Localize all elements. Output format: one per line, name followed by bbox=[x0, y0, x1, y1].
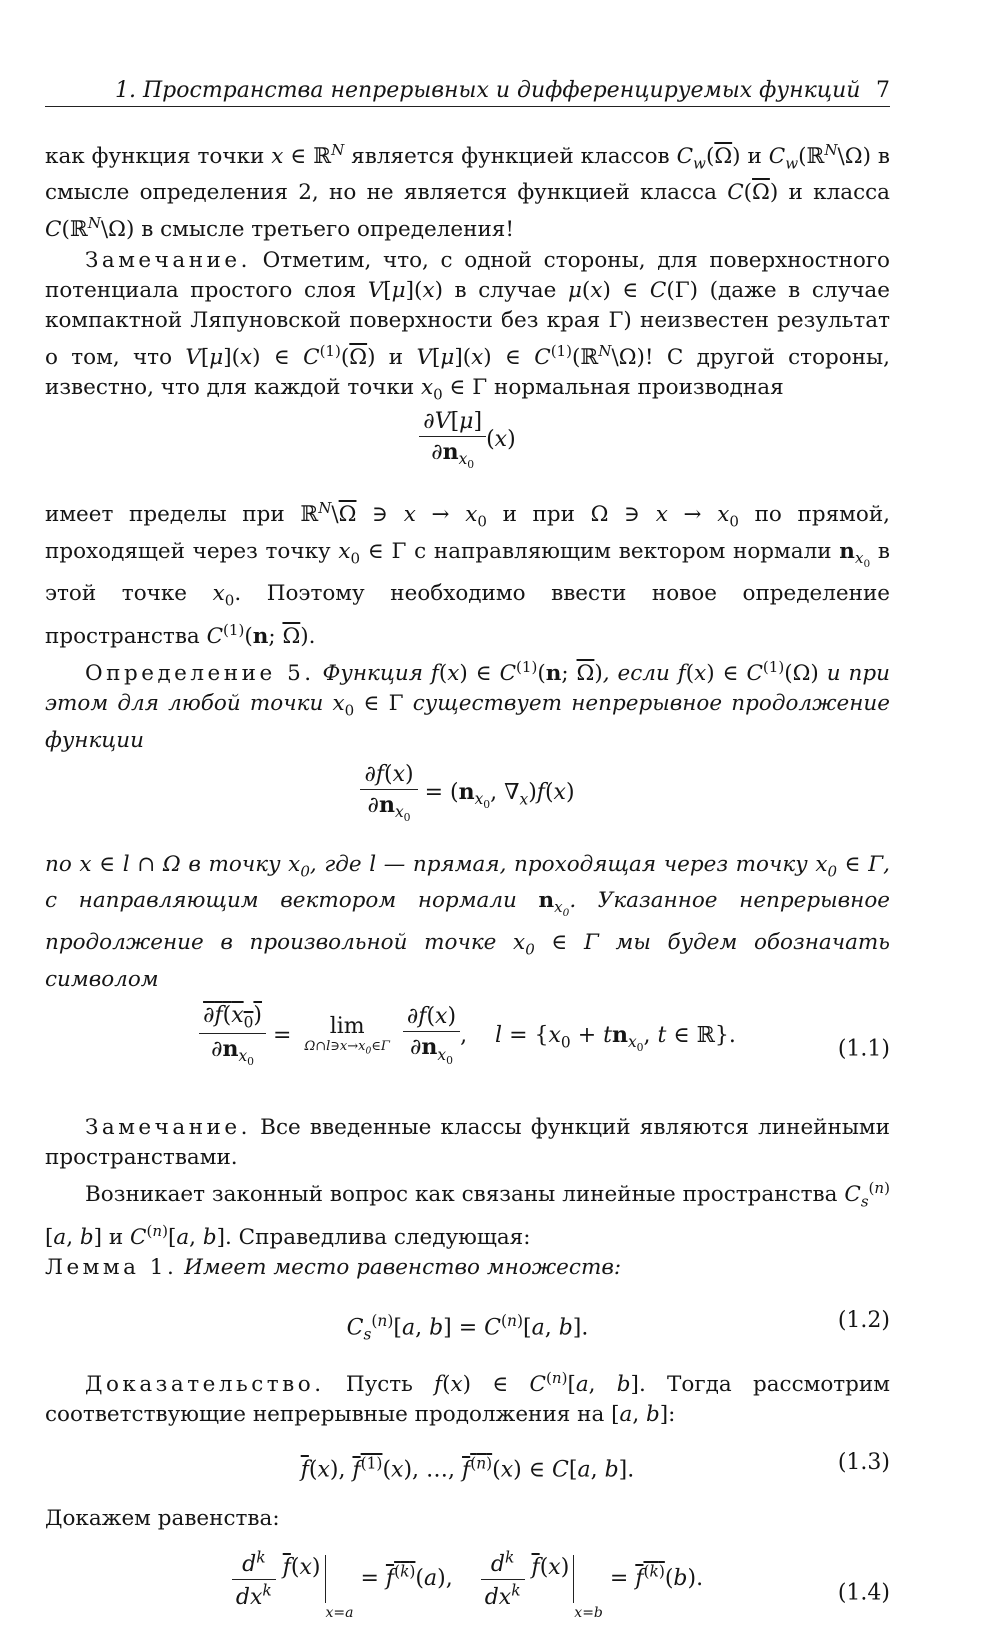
proof-label: Доказательство. bbox=[85, 1372, 325, 1398]
definition-5: Определение 5. Функция f(x) ∈ $C^{(1)}(n$; $\overline{\Omega}$), если f(x) ∈ $C^{(1)}(\Omega)$ и при этом для любой точки $x_0$ ∈ Γ существует непрерывное продолжение функции bbox=[45, 658, 890, 753]
proof: Доказательство. Пусть f(x) ∈ $C^{(n)}[a$, b]. Тогда рассмотрим соответствующие непрерывные продолжения на [a, b]: bbox=[45, 1369, 890, 1428]
equation-directional-derivative: $\frac{\partial f(x)}{\partial n_{x_0}}$ = ($n_{x_0}$, $\nabla_x)f(x)$ bbox=[45, 762, 890, 850]
equation-1-4: $\frac{d^k}{dx^k}$ $\overline{f}(x)x=a = f^{(k)}(a)$, $\frac{d^k}{dx^k}$ $\overline{f}(x)x=b = f^{(k)}(b)$. (1.4) bbox=[45, 1548, 890, 1638]
equation-1-1: $\frac{\partial f(x_0)}{\partial n_{x_0}}$ = lim $\Omega\cap l∋x\to x_0\in\Gamma$ $\frac{\partial f(x)}{\partial n_{x_0}}$ , $l = \{x_0 + tn_{x_0}$, t ∈ ℝ}. (1.1) bbox=[45, 1003, 890, 1095]
paragraph-3: по x ∈ l ∩ Ω в точку $x_0$, где l — прямая, проходящая через точку $x_0$ ∈ Γ, с направляющим вектором нормали $n_{x_0}$. Указанное непрерывное продолжение в произвольной точке $x_0$ ∈ Γ мы будем обозначать символом bbox=[45, 851, 890, 992]
lemma-1: Лемма 1. Имеет место равенство множеств: bbox=[45, 1255, 622, 1281]
equation-1-3: $\overline{f}(x)$, $f^{(1)}(x)$, …, $f^{(n)}(x)$ ∈ C[a, b]. (1.3) bbox=[45, 1430, 890, 1496]
equation-1-3-number: (1.3) bbox=[837, 1450, 890, 1476]
equation-1-2-number: (1.2) bbox=[837, 1308, 890, 1334]
remark-2-label: Замечание. bbox=[85, 1114, 251, 1140]
remark-1-label: Замечание. bbox=[85, 247, 251, 273]
remark-1: Замечание. Отметим, что, с одной стороны, для поверхностного потенциала простого слоя V[μ](x) в случае μ(x) ∈ C(Γ) (даже в случае компактной Ляпуновской поверхности без края Γ) неизвестен результат о том, что V[μ](x) ∈ $C^{(1)}(\overline{\Omega})$ и V[μ](x) ∈ $C^{(1)}(ℝ^N\backslash\Omega)$! С другой стороны, известно, что для каждой точки $x_0$ ∈ Γ нормальная производная bbox=[45, 247, 891, 404]
lemma-1-label: Лемма 1. bbox=[45, 1255, 178, 1281]
remark-2: Замечание. Все введенные классы функций являются линейными пространствами. bbox=[45, 1114, 890, 1170]
running-title: 1. Пространства непрерывных и дифференцируемых функций bbox=[115, 78, 861, 103]
paragraph-4: Возникает законный вопрос как связаны линейные пространства $C_s^{(n)}[a$, b] и $C^{(n)}[a$, b]. Справедлива следующая: bbox=[45, 1178, 890, 1251]
running-head bbox=[45, 70, 890, 107]
equation-1-4-number: (1.4) bbox=[837, 1580, 890, 1606]
definition-5-label: Определение 5. bbox=[85, 661, 315, 687]
paragraph-5: Докажем равенства: bbox=[45, 1506, 280, 1532]
paragraph-2: имеет пределы при $ℝ^N\backslash\overline{\Omega}$ ∋ $x \to x_0$ и при Ω ∋ $x \to x_0$ по прямой, проходящей через точку $x_0$ ∈ Γ с направляющим вектором нормали $n_{x_0}$ в этой точке $x_0$. Поэтому необходимо ввести новое определение пространства $C^{(1)}(n$; $\overline{\Omega}$). bbox=[45, 499, 890, 650]
equation-1-2: $C_s^{(n)}[a$, $b] = C^{(n)}[a$, b]. (1.2) bbox=[45, 1291, 890, 1351]
paragraph-1: как функция точки x ∈ ℝ$^N$ является функцией классов $C_w(\overline{\Omega})$ и $C_w(ℝ^N\backslash\Omega)$ в смысле определения 2, но не является функцией класса $C(\overline{\Omega})$ и класса C(ℝ$^N$\Ω) в смысле третьего определения! bbox=[45, 141, 891, 243]
page bbox=[45, 70, 890, 1638]
equation-normal-derivative: $\frac{\partial V[\mu]}{\partial n_{x_0}}$ (x) bbox=[45, 409, 890, 483]
equation-1-1-number: (1.1) bbox=[837, 1036, 890, 1062]
page-number: 7 bbox=[876, 78, 890, 103]
